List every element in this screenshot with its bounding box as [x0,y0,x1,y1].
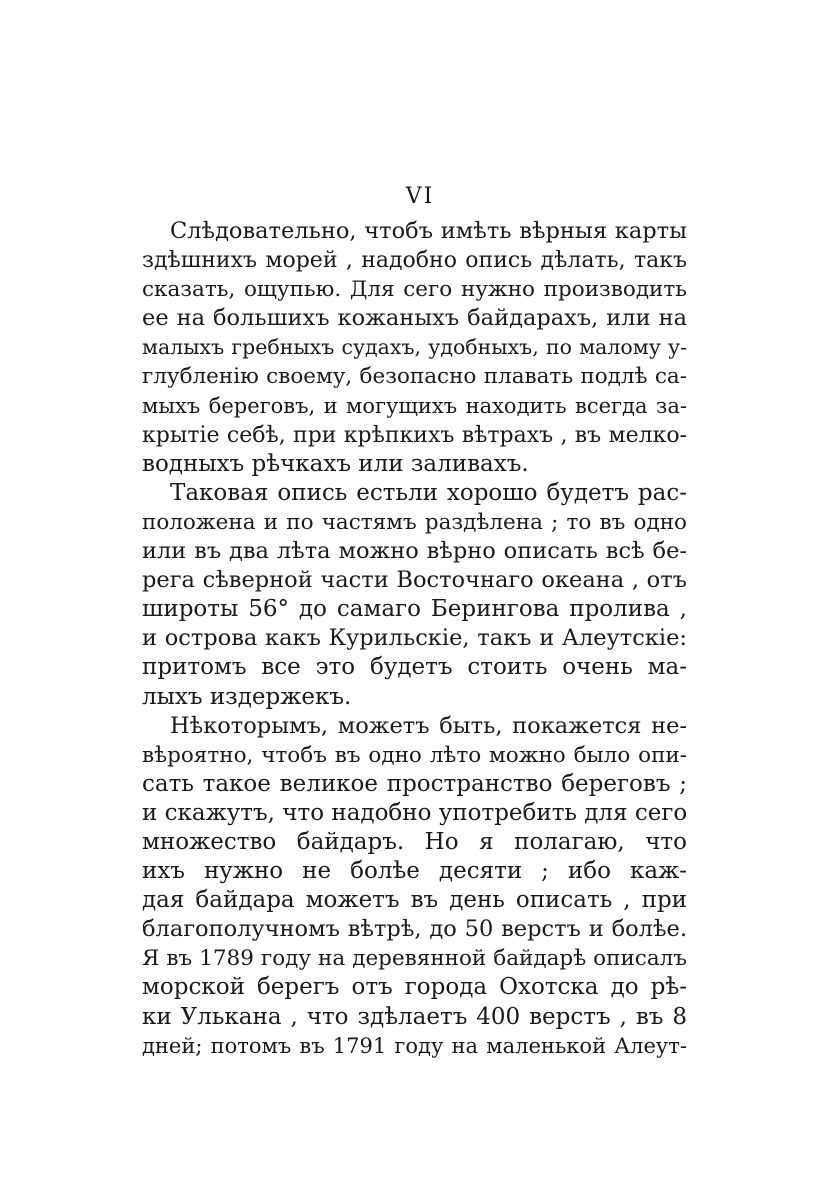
text-line: Таковая опись естьли хорошо будетъ рас- [170,479,687,506]
text-line: и острова какъ Курильскіе, такъ и Алеутскіе: [142,625,687,652]
text-line: широты 56° до самаго Берингова пролива , [142,596,687,623]
text-line: морской берегъ отъ города Охотска до рѣ- [142,974,687,1001]
text-line: малыхъ гребныхъ судахъ, удобныхъ, по малому у- [142,335,687,360]
text-line: мыхъ береговъ, и могущихъ находить всегда за- [142,393,687,418]
text-line: благополучномъ вѣтрѣ, до 50 верстъ и болѣе. [142,916,687,943]
text-line: глубленію своему, безопасно плавать подлѣ са- [142,364,687,390]
text-line: крытіе себѣ, при крѣпкихъ вѣтрахъ , въ мелко- [142,422,687,448]
text-line: дней; потомъ въ 1791 году на маленькой Алеут- [142,1033,687,1058]
text-line: или въ два лѣта можно вѣрно описать всѣ бе- [142,538,687,565]
text-line: рега сѣверной части Восточнаго океана , отъ [142,567,687,594]
text-line: ее на большихъ кожаныхъ байдарахъ, или на [142,305,687,332]
text-line: дая байдара можетъ въ день описать , при [142,887,687,914]
text-line: водныхъ рѣчкахъ или заливахъ. [142,450,529,477]
text-line: Нѣкоторымъ, можетъ быть, покажется не- [170,712,687,739]
text-line: положена и по частямъ раздѣлена ; то въ одно [142,509,687,535]
text-line: вѣроятно, чтобъ въ одно лѣто можно было опи- [142,742,687,768]
text-line: сать такое великое пространство береговъ ; [142,770,687,797]
text-line: лыхъ издержекъ. [142,683,352,710]
text-line: ихъ нужно не болѣе десяти ; ибо каж- [142,858,687,885]
text-line: ки Улькана , что здѣлаетъ 400 верстъ , въ 8 [142,1003,687,1030]
text-line: притомъ все это будетъ стоить очень ма- [142,654,687,681]
text-line: Я въ 1789 году на деревянной байдарѣ описалъ [142,946,687,972]
text-line: и скажутъ, что надобно употребить для сего [142,799,688,826]
text-line: сказать, ощупью. Для сего нужно производить [142,277,687,303]
text-line: множество байдаръ. Но я полагаю, что [142,828,687,855]
page-number: VI [405,184,435,209]
body-text [142,217,687,1061]
text-line: Слѣдовательно, чтобъ имѣть вѣрныя карты [170,218,687,244]
text-line: здѣшнихъ морей , надобно опись дѣлать, такъ [142,248,687,274]
